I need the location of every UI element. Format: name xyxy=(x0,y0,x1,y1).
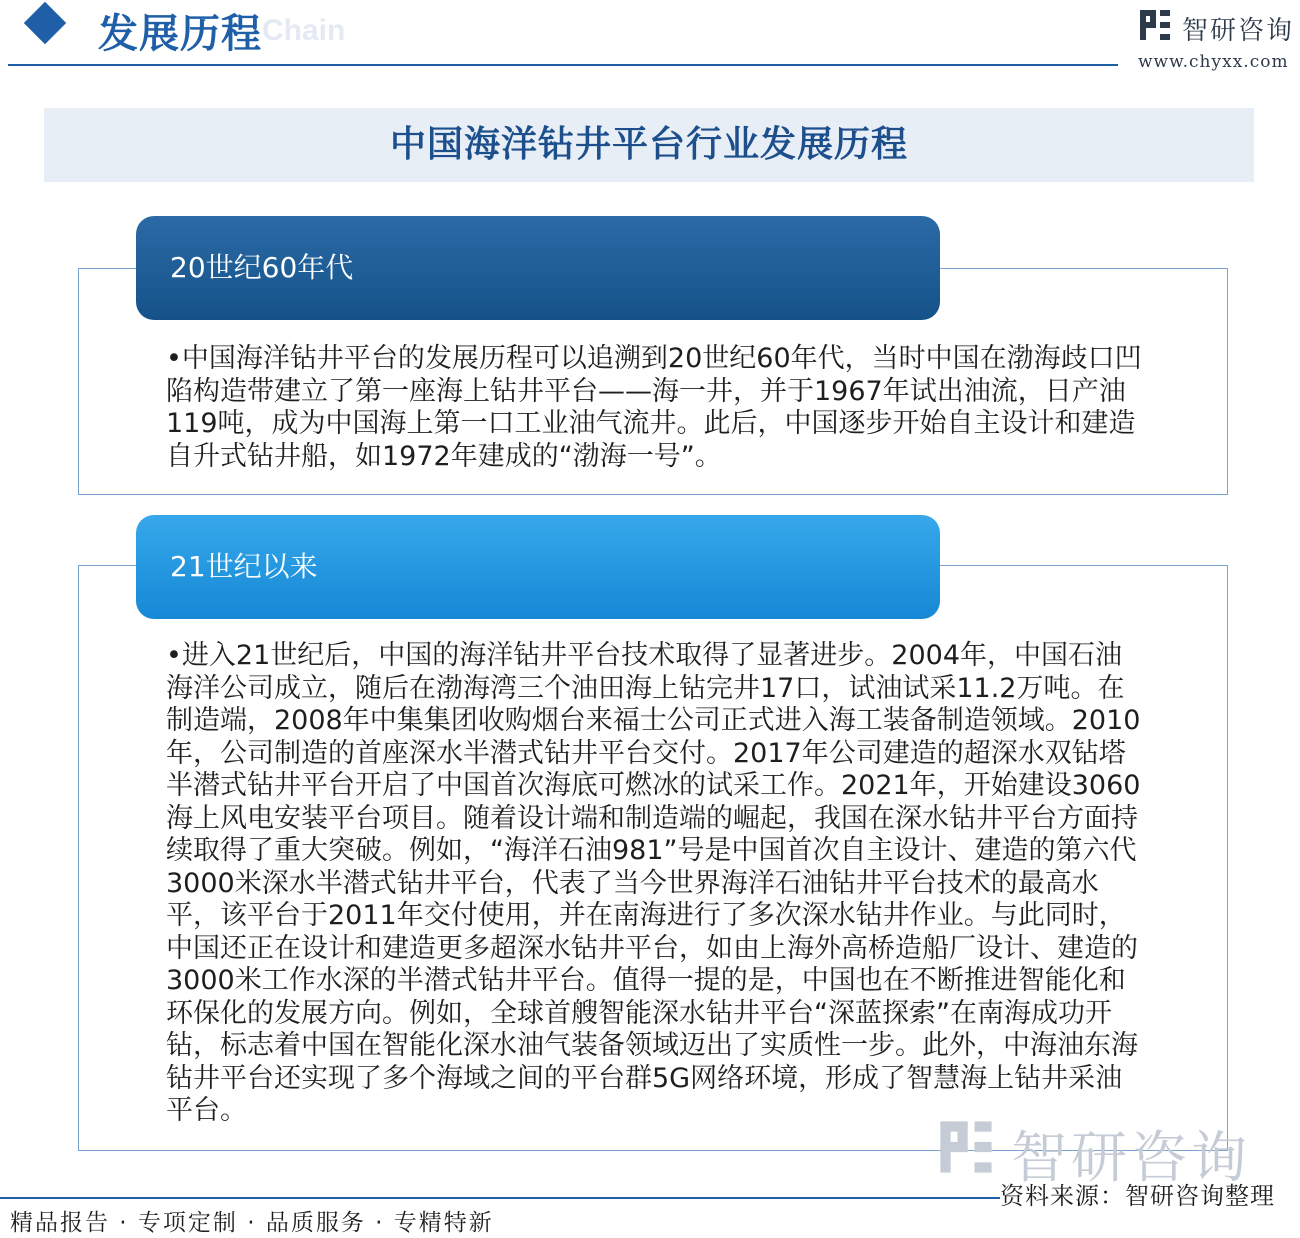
brand-mark-icon xyxy=(1138,8,1172,42)
page-header xyxy=(0,0,1300,75)
brand-name: 智研咨询 xyxy=(1182,16,1295,46)
brand-logo xyxy=(1138,6,1298,72)
page-title: 发展历程 xyxy=(98,11,262,57)
header-divider xyxy=(8,64,1118,66)
section-heading-1960s: 20世纪60年代 xyxy=(136,216,940,320)
footer-divider xyxy=(0,1197,1000,1199)
source-note: 资料来源：智研咨询整理 xyxy=(1000,1182,1275,1210)
diamond-icon xyxy=(24,2,66,44)
section-text-21st-century: •进入21世纪后，中国的海洋钻井平台技术取得了显著进步。2004年，中国石油海洋公司成立，随后在渤海湾三个油田海上钻完井17口，试油试采11.2万吨。在制造端，2008年中集集团收购烟台来福士公司正式进入海工装备制造领域。2010年，公司制造的首座深水半潜式钻井平台交付。2017年公司建造的超深水双钻塔半潜式钻井平台开启了中国首次海底可燃冰的试采工作。2021年，开始建设3060海上风电安装平台项目。随着设计端和制造端的崛起，我国在深水钻井平台方面持续取得了重大突破。例如，“海洋石油981”号是中国首次自主设计、建造的第六代3000米深水半潜式钻井平台，代表了当今世界海洋石油钻井平台技术的最高水平，该平台于2011年交付使用，并在南海进行了多次深水钻井作业。与此同时，中国还正在设计和建造更多超深水钻井平台，如由上海外高桥造船厂设计、建造的3000米工作水深的半潜式钻井平台。值得一提的是，中国也在不断推进智能化和环保化的发展方向。例如，全球首艘智能深水钻井平台“深蓝探索”在南海成功开钻，标志着中国在智能化深水油气装备领域迈出了实质性一步。此外，中海油东海钻井平台还实现了多个海域之间的平台群5G网络环境，形成了智慧海上钻井采油平台。 xyxy=(166,640,1141,1126)
footer-slogan: 精品报告 · 专项定制 · 品质服务 · 专精特新 xyxy=(10,1210,494,1236)
banner-title: 中国海洋钻井平台行业发展历程 xyxy=(44,108,1254,182)
watermark-logo-icon xyxy=(935,1118,997,1176)
watermark-name: 智研咨询 xyxy=(1011,1126,1251,1191)
section-heading-21st-century: 21世纪以来 xyxy=(136,515,940,619)
header-ghost-text: Chain xyxy=(262,14,346,47)
brand-url: www.chyxx.com xyxy=(1138,52,1289,72)
section-text-1960s: •中国海洋钻井平台的发展历程可以追溯到20世纪60年代，当时中国在渤海歧口凹陷构造带建立了第一座海上钻井平台——海一井，并于1967年试出油流，日产油119吨，成为中国海上第一口工业油气流井。此后，中国逐步开始自主设计和建造自升式钻井船，如1972年建成的“渤海一号”。 xyxy=(166,343,1142,472)
